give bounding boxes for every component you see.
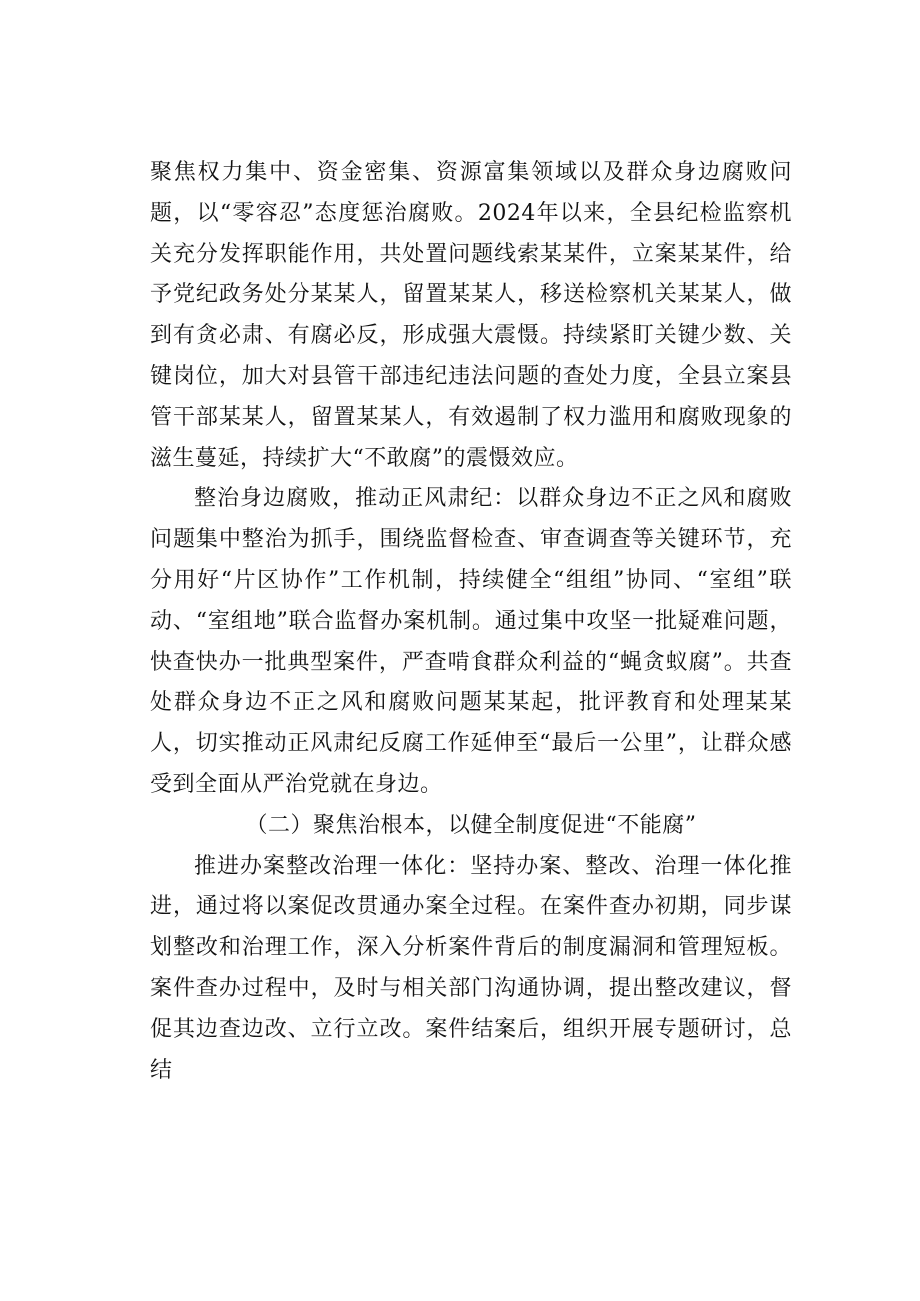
document-body xyxy=(150,153,792,1091)
paragraph-case-rectification-integration: 推进办案整改治理一体化：坚持办案、整改、治理一体化推进，通过将以案促改贯通办案全过程。在案件查办初期，同步谋划整改和治理工作，深入分析案件背后的制度漏洞和管理短板。案件查办过程中，及时与相关部门沟通协调，提出整改建议，督促其边查边改、立行立改。案件结案后，组织开展专题研讨，总结 xyxy=(150,853,792,1083)
section-heading-cannot-corrupt: （二）聚焦治根本，以健全制度促进“不能腐” xyxy=(245,812,697,838)
paragraph-zero-tolerance: 聚焦权力集中、资金密集、资源富集领域以及群众身边腐败问题，以“零容忍”态度惩治腐败。2024年以来，全县纪检监察机关充分发挥职能作用，共处置问题线索某某件，立案某某件，给予党纪政务处分某某人，留置某某人，移送检察机关某某人，做到有贪必肃、有腐必反，形成强大震慑。持续紧盯关键少数、关键岗位，加大对县管干部违纪违法问题的查处力度，全县立案县管干部某某人，留置某某人，有效遏制了权力滥用和腐败现象的滋生蔓延，持续扩大“不敢腐”的震慑效应。 xyxy=(150,160,792,471)
paragraph-rectify-grassroots-corruption: 整治身边腐败，推动正风肃纪：以群众身边不正之风和腐败问题集中整治为抓手，围绕监督检查、审查调查等关键环节，充分用好“片区协作”工作机制，持续健全“组组”协同、“室组”联动、“室组地”联合监督办案机制。通过集中攻坚一批疑难问题，快查快办一批典型案件，严查啃食群众利益的“蝇贪蚁腐”。共查处群众身边不正之风和腐败问题某某起，批评教育和处理某某人，切实推动正风肃纪反腐工作延伸至“最后一公里”，让群众感受到全面从严治党就在身边。 xyxy=(150,486,792,797)
